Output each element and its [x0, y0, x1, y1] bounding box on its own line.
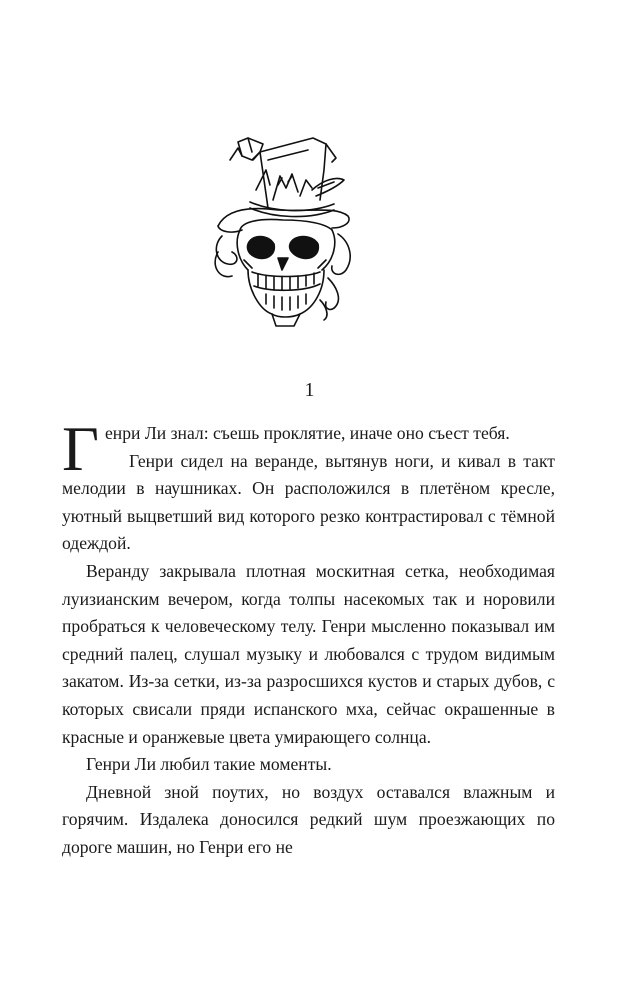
chapter-number: 1 [304, 379, 315, 401]
skull-with-top-hat-illustration [208, 130, 358, 335]
paragraph: Генри Ли любил такие моменты. [86, 754, 332, 775]
paragraph: Веранду закрывала плотная москитная сетка, необходимая луизианским вечером, когда толпы насекомых так и норовили пробраться к человеческому телу. Генри мысленно показывал им средний палец, слушал музыку и любовался с трудом видимым закатом. Из-за сетки, из-за разросшихся кустов и старых дубов, с которых свисали пряди испанского мха, сейчас окрашенные в красные и оранжевые цвета умирающего солнца. [62, 560, 555, 747]
paragraph [62, 413, 555, 484]
paragraph: Дневной зной поутих, но воздух оставался влажным и горячим. Издалека доносился редкий шум проезжающих по дороге машин, но Генри его не [62, 781, 555, 857]
drop-cap: Г [62, 413, 99, 484]
paragraph-text: енри Ли знал: съешь проклятие, иначе оно съест тебя. [105, 423, 510, 443]
chapter-body-text [62, 413, 555, 862]
paragraph: Генри сидел на веранде, вытянув ноги, и кивал в такт мелодии в наушниках. Он расположился в плетёном кресле, уютный выцветший вид которого резко контрастировал с тёмной одеждой. [62, 450, 555, 554]
